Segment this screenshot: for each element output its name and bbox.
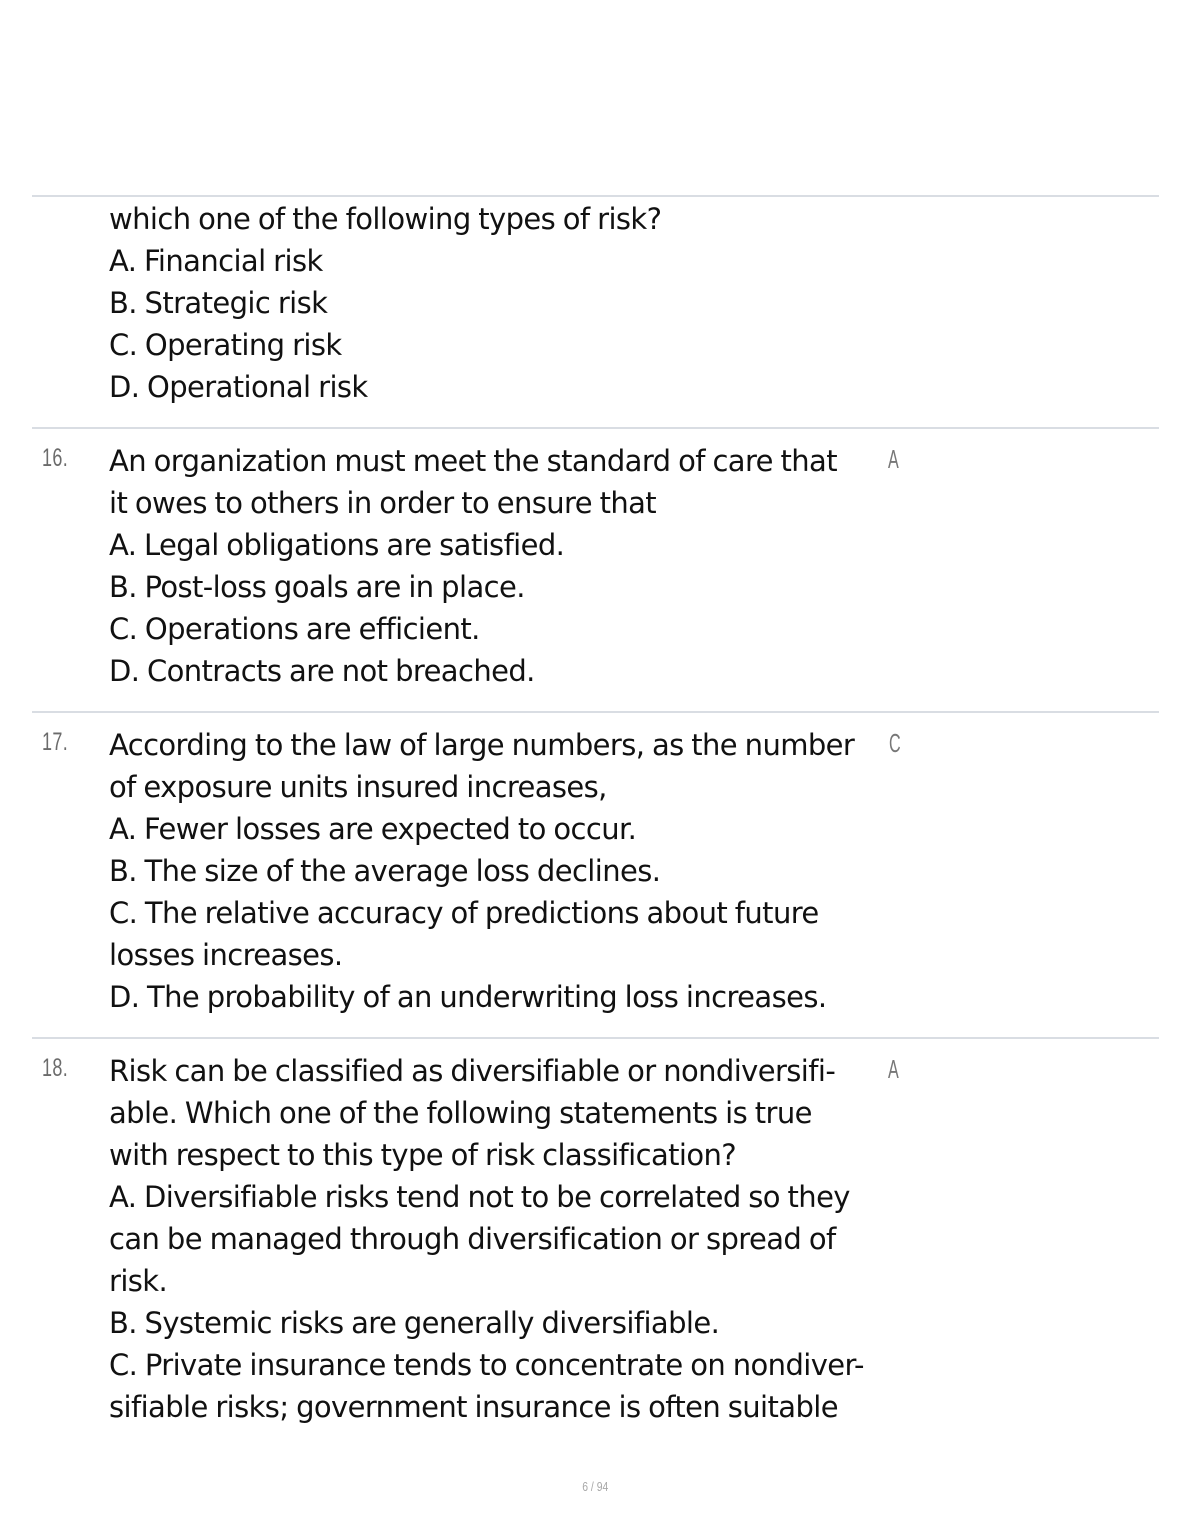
- option-b: B. Systemic risks are generally diversifiable.: [109, 1306, 720, 1340]
- question-text: [109, 198, 899, 408]
- question-line: An organization must meet the standard of care that: [109, 444, 838, 478]
- question-text: [109, 1050, 899, 1428]
- option-a-continued: risk.: [109, 1264, 168, 1298]
- option-c: C. Private insurance tends to concentrate on nondiver-: [109, 1348, 864, 1382]
- question-line: of exposure units insured increases,: [109, 770, 607, 804]
- option-a-continued: can be managed through diversification or spread of: [109, 1222, 836, 1256]
- option-a: A. Diversifiable risks tend not to be correlated so they: [109, 1180, 850, 1214]
- option-c-continued: sifiable risks; government insurance is often suitable: [109, 1390, 838, 1424]
- option-a: A. Financial risk: [109, 244, 323, 278]
- answer-key: A: [888, 1054, 899, 1084]
- question-line: According to the law of large numbers, as the number: [109, 728, 855, 762]
- option-c: C. Operations are efficient.: [109, 612, 480, 646]
- question-number: 16.: [42, 444, 69, 472]
- option-d: D. Operational risk: [109, 370, 368, 404]
- question-line: able. Which one of the following statements is true: [109, 1096, 812, 1130]
- option-c: C. The relative accuracy of predictions about future: [109, 896, 819, 930]
- row-divider: [32, 1037, 1159, 1039]
- answer-key: A: [888, 444, 899, 474]
- option-c: C. Operating risk: [109, 328, 342, 362]
- option-b: B. Strategic risk: [109, 286, 328, 320]
- question-line: with respect to this type of risk classification?: [109, 1138, 737, 1172]
- question-text: [109, 724, 899, 1018]
- option-d: D. Contracts are not breached.: [109, 654, 535, 688]
- question-number: 17.: [42, 728, 69, 756]
- question-line: which one of the following types of risk?: [109, 202, 662, 236]
- question-number: 18.: [42, 1054, 69, 1082]
- question-line: Risk can be classified as diversifiable or nondiversifi-: [109, 1054, 836, 1088]
- option-a: A. Legal obligations are satisfied.: [109, 528, 565, 562]
- row-divider: [32, 427, 1159, 429]
- option-c-continued: losses increases.: [109, 938, 343, 972]
- option-d: D. The probability of an underwriting loss increases.: [109, 980, 827, 1014]
- option-b: B. The size of the average loss declines.: [109, 854, 661, 888]
- answer-key: C: [889, 728, 901, 758]
- page-number-label: 6 / 94: [581, 1479, 609, 1494]
- row-divider: [32, 711, 1159, 713]
- option-b: B. Post-loss goals are in place.: [109, 570, 525, 604]
- row-divider: [32, 195, 1159, 197]
- option-a: A. Fewer losses are expected to occur.: [109, 812, 637, 846]
- question-line: it owes to others in order to ensure that: [109, 486, 657, 520]
- question-text: [109, 440, 899, 692]
- page-number: [0, 1479, 1190, 1494]
